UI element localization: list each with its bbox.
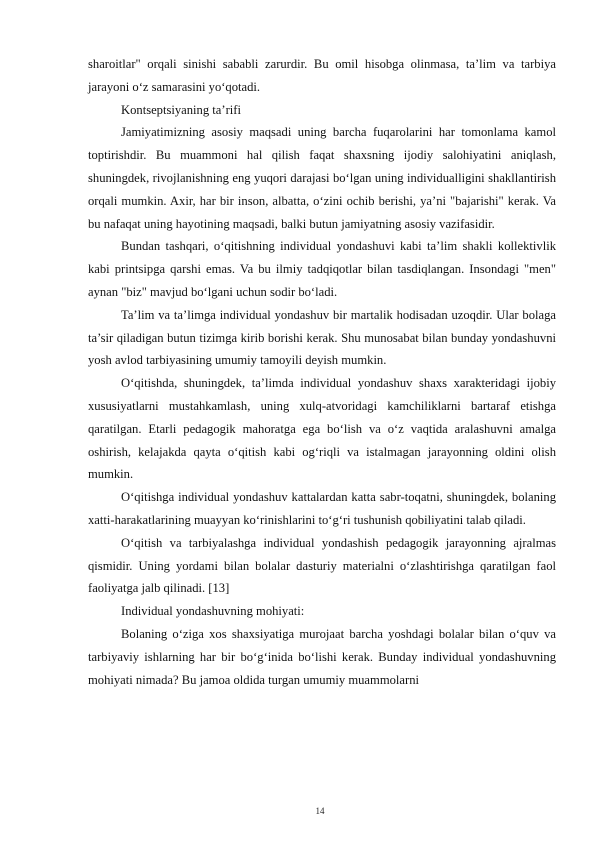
- paragraph: O‘qitish va tarbiyalashga individual yondashish pedagogik jarayonning ajralmas qismidir. Uning yordami bilan bolalar dasturiy materialni o‘zlashtirishga qaratilgan faol faoliyatga jalb qilinadi. [13]: [88, 535, 556, 596]
- section-heading-concept-definition: Kontseptsiyaning ta’rifi: [121, 102, 241, 117]
- paragraph: O‘qitishda, shuningdek, ta’limda individual yondashuv shaxs xarakteridagi ijobiy xususiyatlarni mustahkamlash, uning xulq-atvoridagi kamchiliklarni bartaraf etishga qaratilgan. Etarli pedagogik mahoratga ega bo‘lish va o‘z vaqtida aralashuvni amalga oshirish, kelajakda qayta o‘qitish kabi og‘riqli va istalmagan jarayonning oldini olish mumkin.: [88, 376, 556, 482]
- paragraph: Jamiyatimizning asosiy maqsadi uning barcha fuqarolarini har tomonlama kamol toptirishdir. Bu muammoni hal qilish faqat shaxsning ijodiy salohiyatini aniqlash, shuningdek, rivojlanishning eng yuqori darajasi bo‘lgan uning individualligini shakllantirish orqali mumkin. Axir, har bir inson, albatta, o‘zini ochib berishi, ya’ni "bajarishi" kerak. Va bu nafaqat uning hayotining maqsadi, balki butun jamiyatning asosiy vazifasidir.: [88, 125, 556, 231]
- page-number: 14: [315, 806, 325, 816]
- paragraph: O‘qitishga individual yondashuv kattalardan katta sabr-toqatni, shuningdek, bolaning xatti-harakatlarining muayyan ko‘rinishlarini to‘g‘ri tushunish qobiliyatini talab qiladi.: [88, 490, 556, 527]
- paragraph-continuation: sharoitlar" orqali sinishi sababli zarurdir. Bu omil hisobga olinmasa, ta’lim va tarbiya jarayoni o‘z samarasini yo‘qotadi.: [88, 57, 556, 94]
- document-body: [88, 53, 556, 691]
- section-heading-individual-approach: Individual yondashuvning mohiyati:: [121, 604, 305, 619]
- paragraph: Ta’lim va ta’limga individual yondashuv bir martalik hodisadan uzoqdir. Ular bolaga ta’sir qiladigan butun tizimga kirib borishi kerak. Shu munosabat bilan bunday yondashuvni yosh avlod tarbiyasining umumiy tamoyili deyish mumkin.: [88, 307, 556, 368]
- paragraph: Bolaning o‘ziga xos shaxsiyatiga murojaat barcha yoshdagi bolalar bilan o‘quv va tarbiyaviy ishlarning har bir bo‘g‘inida bo‘lishi kerak. Bunday individual yondashuvning mohiyati nimada? Bu jamoa oldida turgan umumiy muammolarni: [88, 626, 556, 687]
- paragraph: Bundan tashqari, o‘qitishning individual yondashuvi kabi ta’lim shakli kollektivlik kabi printsipga qarshi emas. Va bu ilmiy tadqiqotlar bilan tasdiqlangan. Insondagi "men" aynan "biz" mavjud bo‘lgani uchun sodir bo‘ladi.: [88, 239, 556, 299]
